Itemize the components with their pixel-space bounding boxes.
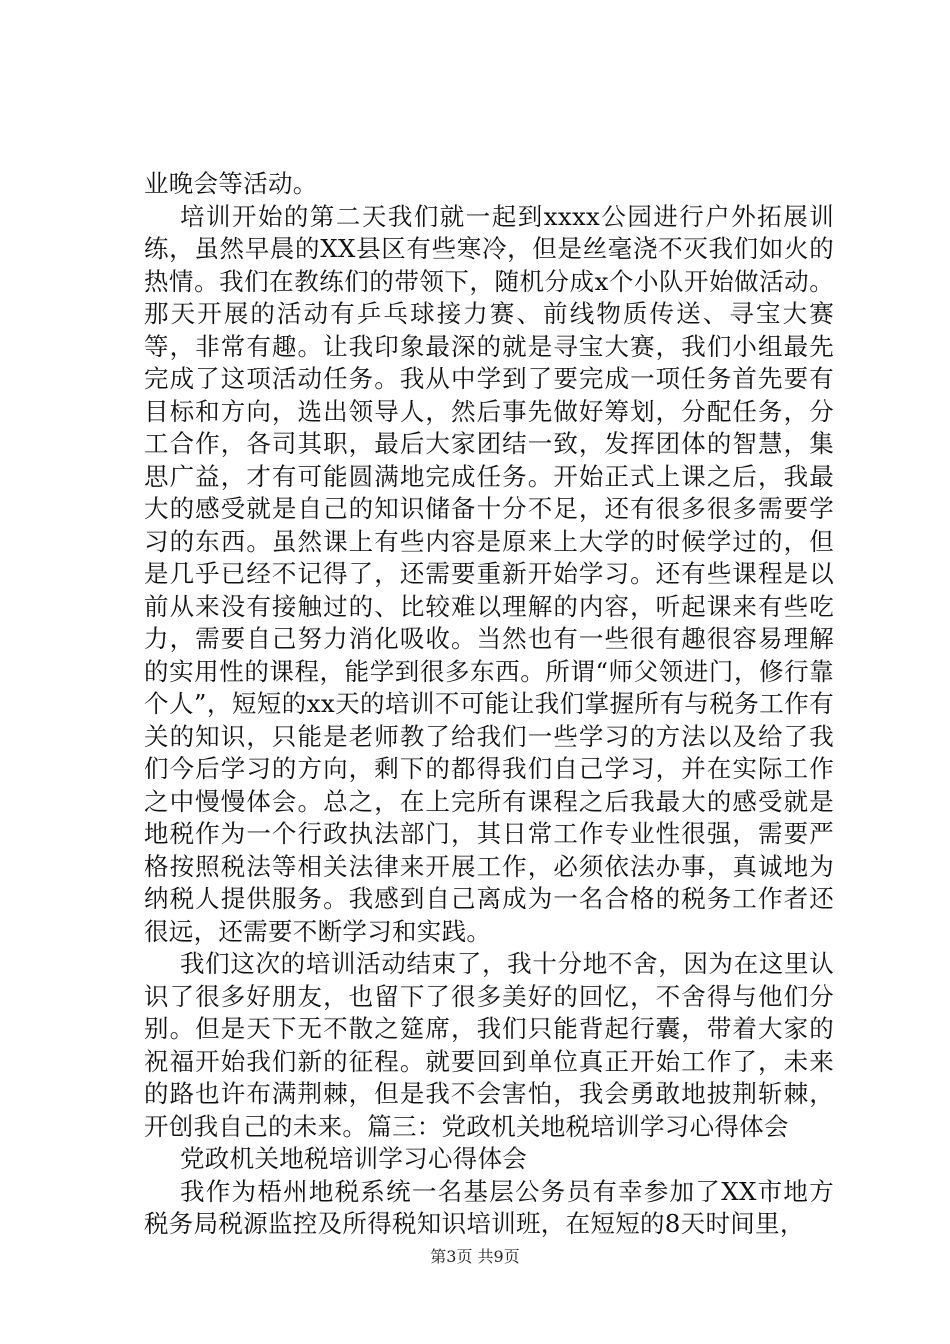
document-body (144, 168, 834, 1241)
paragraph-training-end: 我们这次的培训活动结束了，我十分地不舍，因为在这里认识了很多好朋友，也留下了很多美好的回忆，不舍得与他们分别。但是天下无不散之筵席，我们只能背起行囊，带着大家的祝福开始我们新的征程。就要回到单位真正开始工作了，未来的路也许布满荆棘，但是我不会害怕，我会勇敢地披荆斩棘，开创我自己的未来。篇三：党政机关地税培训学习心得体会 (144, 949, 834, 1141)
section-title: 党政机关地税培训学习心得体会 (180, 1144, 528, 1173)
paragraph-continuation: 业晚会等活动。 (144, 169, 318, 198)
paragraph-training-outdoor: 培训开始的第二天我们就一起到xxxx公园进行户外拓展训练，虽然早晨的XX县区有些寒冷，但是丝毫浇不灭我们如火的热情。我们在教练们的带领下，随机分成x个小队开始做活动。那天开展的活动有乒乓球接力赛、前线物质传送、寻宝大赛等，非常有趣。让我印象最深的就是寻宝大赛，我们小组最先完成了这项活动任务。我从中学到了要完成一项任务首先要有目标和方向，选出领导人，然后事先做好筹划，分配任务，分工合作，各司其职，最后大家团结一致，发挥团体的智慧，集思广益，才有可能圆满地完成任务。开始正式上课之后，我最大的感受就是自己的知识储备十分不足，还有很多很多需要学习的东西。虽然课上有些内容是原来上大学的时候学过的，但是几乎已经不记得了，还需要重新开始学习。还有些课程是以前从来没有接触过的、比较难以理解的内容，听起课来有些吃力，需要自己努力消化吸收。当然也有一些很有趣很容易理解的实用性的课程，能学到很多东西。所谓“师父领进门，修行靠个人”，短短的xx天的培训不可能让我们掌握所有与税务工作有关的知识，只能是老师教了给我们一些学习的方法以及给了我们今后学习的方向，剩下的都得我们自己学习，并在实际工作之中慢慢体会。总之，在上完所有课程之后我最大的感受就是地税作为一个行政执法部门，其日常工作专业性很强，需要严格按照税法等相关法律来开展工作，必须依法办事，真诚地为纳税人提供服务。我感到自己离成为一名合格的税务工作者还很远，还需要不断学习和实践。 (144, 201, 834, 946)
page-footer: 第3页 共9页 (430, 1247, 520, 1266)
paragraph-intro: 我作为梧州地税系统一名基层公务员有幸参加了XX市地方税务局税源监控及所得税知识培训班，在短短的8天时间里， (144, 1176, 834, 1238)
